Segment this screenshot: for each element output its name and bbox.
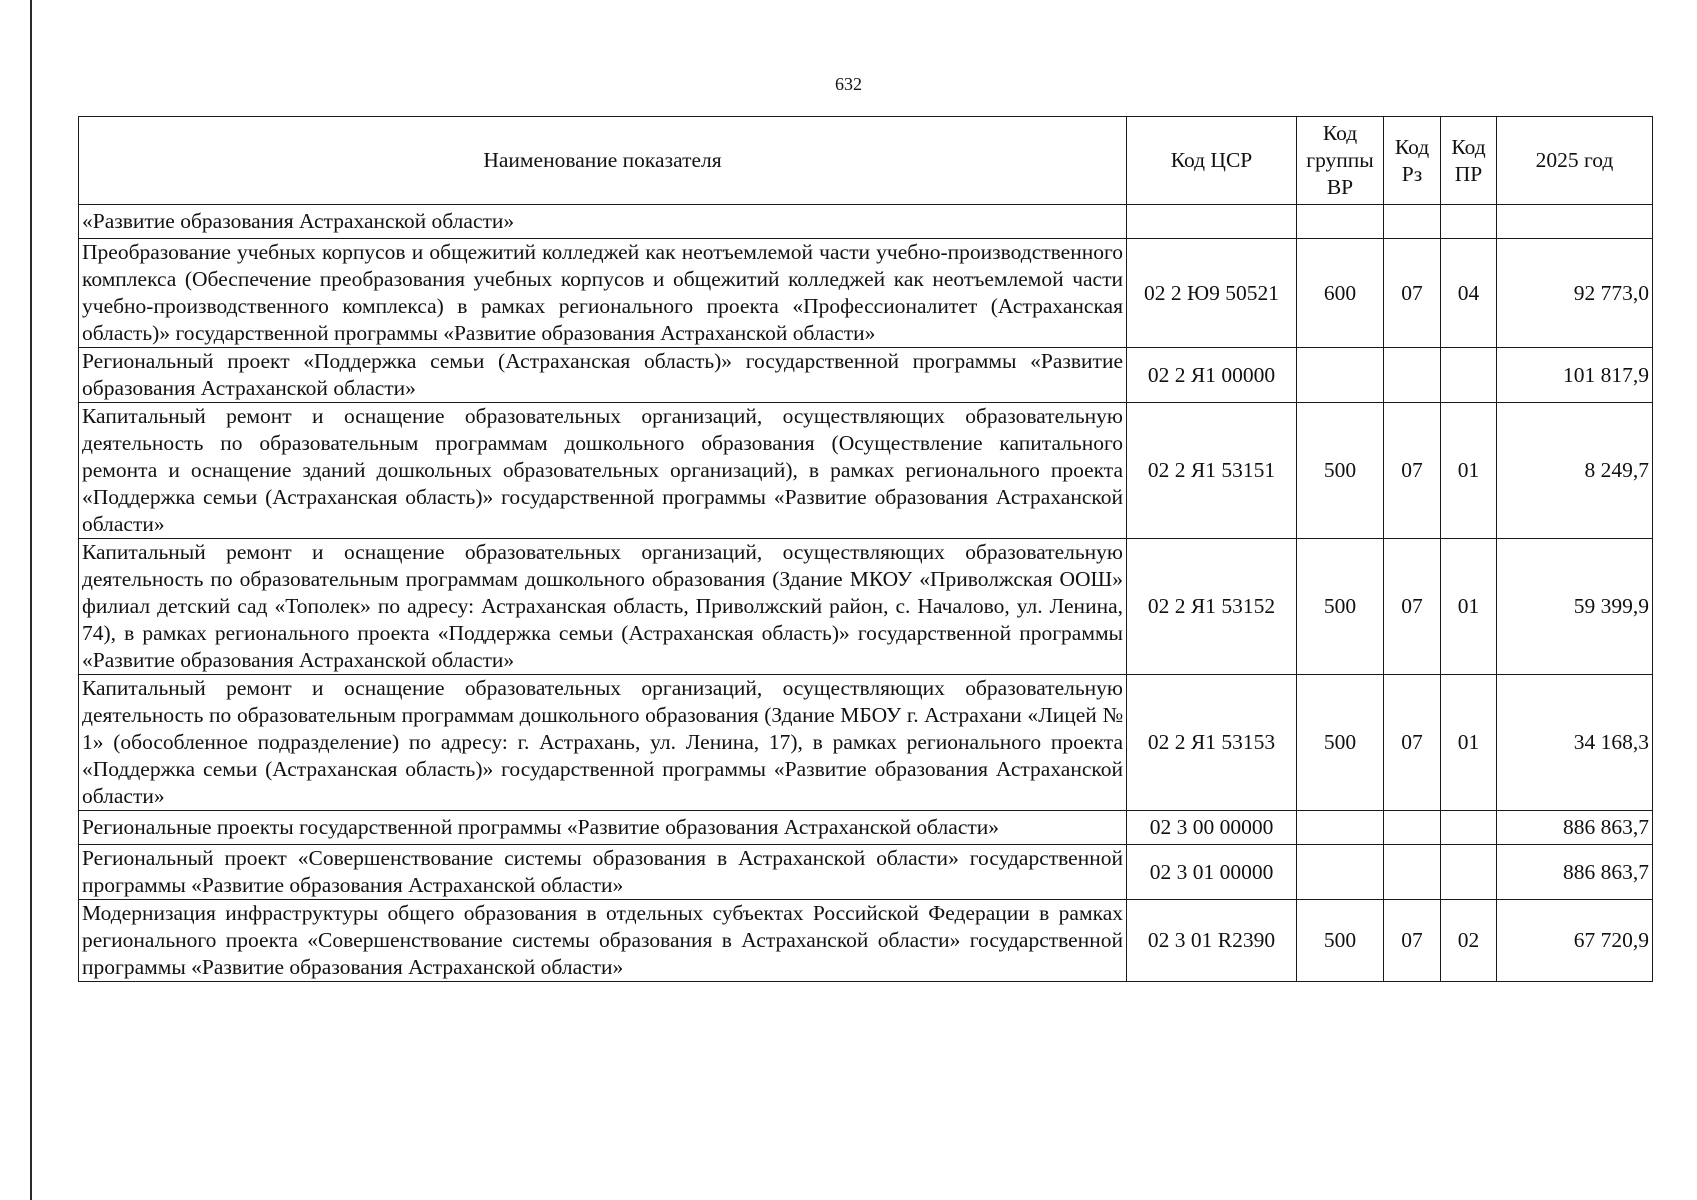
row-rz-code: [1384, 205, 1441, 239]
row-indicator-name: Капитальный ремонт и оснащение образовательных организаций, осуществляющих образовательную деятельность по образовательным программам дошкольного образования (Здание МБОУ г. Астрахани «Лицей № 1» (обособленное подразделение) по адресу: г. Астрахань, ул. Ленина, 17), в рамках регионального проекта «Поддержка семьи (Астраханская область)» государственной программы «Развитие образования Астраханской области»: [79, 675, 1127, 811]
header-year-2025: 2025 год: [1497, 117, 1653, 205]
row-vr-code: [1297, 845, 1384, 900]
row-rz-code: [1384, 811, 1441, 845]
row-amount-2025: 34 168,3: [1497, 675, 1653, 811]
row-vr-code: 600: [1297, 239, 1384, 348]
row-amount-2025: 59 399,9: [1497, 539, 1653, 675]
row-amount-2025: 886 863,7: [1497, 845, 1653, 900]
row-amount-2025: 8 249,7: [1497, 403, 1653, 539]
header-pr-code: Код ПР: [1441, 117, 1497, 205]
row-rz-code: [1384, 348, 1441, 403]
row-vr-code: [1297, 811, 1384, 845]
header-indicator-name: Наименование показателя: [79, 117, 1127, 205]
table-row: [79, 539, 1653, 675]
row-csr-code: 02 2 Я1 53152: [1127, 539, 1297, 675]
row-pr-code: [1441, 205, 1497, 239]
row-csr-code: 02 2 Я1 53151: [1127, 403, 1297, 539]
row-csr-code: [1127, 205, 1297, 239]
row-csr-code: 02 3 01 00000: [1127, 845, 1297, 900]
row-rz-code: [1384, 845, 1441, 900]
header-csr-code: Код ЦСР: [1127, 117, 1297, 205]
table-row: [79, 205, 1653, 239]
row-pr-code: [1441, 845, 1497, 900]
row-pr-code: [1441, 811, 1497, 845]
row-pr-code: [1441, 348, 1497, 403]
row-indicator-name: Преобразование учебных корпусов и общежитий колледжей как неотъемлемой части учебно-производственного комплекса (Обеспечение преобразования учебных корпусов и общежитий колледжей как неотъемлемой части учебно-производственного комплекса) в рамках регионального проекта «Профессионалитет (Астраханская область)» государственной программы «Развитие образования Астраханской области»: [79, 239, 1127, 348]
row-rz-code: 07: [1384, 539, 1441, 675]
row-rz-code: 07: [1384, 900, 1441, 982]
row-csr-code: 02 3 00 00000: [1127, 811, 1297, 845]
budget-table: [78, 116, 1653, 982]
row-indicator-name: Капитальный ремонт и оснащение образовательных организаций, осуществляющих образовательную деятельность по образовательным программам дошкольного образования (Осуществление капитального ремонта и оснащение зданий дошкольных образовательных организаций), в рамках регионального проекта «Поддержка семьи (Астраханская область)» государственной программы «Развитие образования Астраханской области»: [79, 403, 1127, 539]
row-csr-code: 02 2 Я1 53153: [1127, 675, 1297, 811]
row-indicator-name: «Развитие образования Астраханской области»: [79, 205, 1127, 239]
row-indicator-name: Модернизация инфраструктуры общего образования в отдельных субъектах Российской Федерации в рамках регионального проекта «Совершенствование системы образования в Астраханской области» государственной программы «Развитие образования Астраханской области»: [79, 900, 1127, 982]
row-rz-code: 07: [1384, 403, 1441, 539]
table-row: [79, 811, 1653, 845]
table-row: [79, 675, 1653, 811]
table-row: [79, 900, 1653, 982]
row-pr-code: 02: [1441, 900, 1497, 982]
row-amount-2025: 886 863,7: [1497, 811, 1653, 845]
header-row: [79, 117, 1653, 205]
row-indicator-name: Капитальный ремонт и оснащение образовательных организаций, осуществляющих образовательную деятельность по образовательным программам дошкольного образования (Здание МКОУ «Приволжская ООШ» филиал детский сад «Тополек» по адресу: Астраханская область, Приволжский район, с. Началово, ул. Ленина, 74), в рамках регионального проекта «Поддержка семьи (Астраханская область)» государственной программы «Развитие образования Астраханской области»: [79, 539, 1127, 675]
row-amount-2025: 92 773,0: [1497, 239, 1653, 348]
header-rz-code: Код Рз: [1384, 117, 1441, 205]
row-rz-code: 07: [1384, 675, 1441, 811]
row-csr-code: 02 2 Я1 00000: [1127, 348, 1297, 403]
row-amount-2025: [1497, 205, 1653, 239]
row-pr-code: 01: [1441, 403, 1497, 539]
row-vr-code: [1297, 348, 1384, 403]
row-vr-code: 500: [1297, 403, 1384, 539]
row-csr-code: 02 2 Ю9 50521: [1127, 239, 1297, 348]
row-amount-2025: 101 817,9: [1497, 348, 1653, 403]
row-indicator-name: Региональные проекты государственной программы «Развитие образования Астраханской области»: [79, 811, 1127, 845]
row-indicator-name: Региональный проект «Поддержка семьи (Астраханская область)» государственной программы «Развитие образования Астраханской области»: [79, 348, 1127, 403]
row-vr-code: 500: [1297, 900, 1384, 982]
table-row: [79, 348, 1653, 403]
row-pr-code: 01: [1441, 539, 1497, 675]
table-row: [79, 403, 1653, 539]
row-amount-2025: 67 720,9: [1497, 900, 1653, 982]
header-vr-group-code: Код группы ВР: [1297, 117, 1384, 205]
row-pr-code: 01: [1441, 675, 1497, 811]
scan-edge-line: [30, 0, 32, 1200]
table-row: [79, 239, 1653, 348]
table-row: [79, 845, 1653, 900]
row-pr-code: 04: [1441, 239, 1497, 348]
page-number: 632: [835, 74, 862, 94]
row-csr-code: 02 3 01 R2390: [1127, 900, 1297, 982]
row-vr-code: 500: [1297, 675, 1384, 811]
row-indicator-name: Региональный проект «Совершенствование системы образования в Астраханской области» государственной программы «Развитие образования Астраханской области»: [79, 845, 1127, 900]
row-rz-code: 07: [1384, 239, 1441, 348]
row-vr-code: [1297, 205, 1384, 239]
row-vr-code: 500: [1297, 539, 1384, 675]
